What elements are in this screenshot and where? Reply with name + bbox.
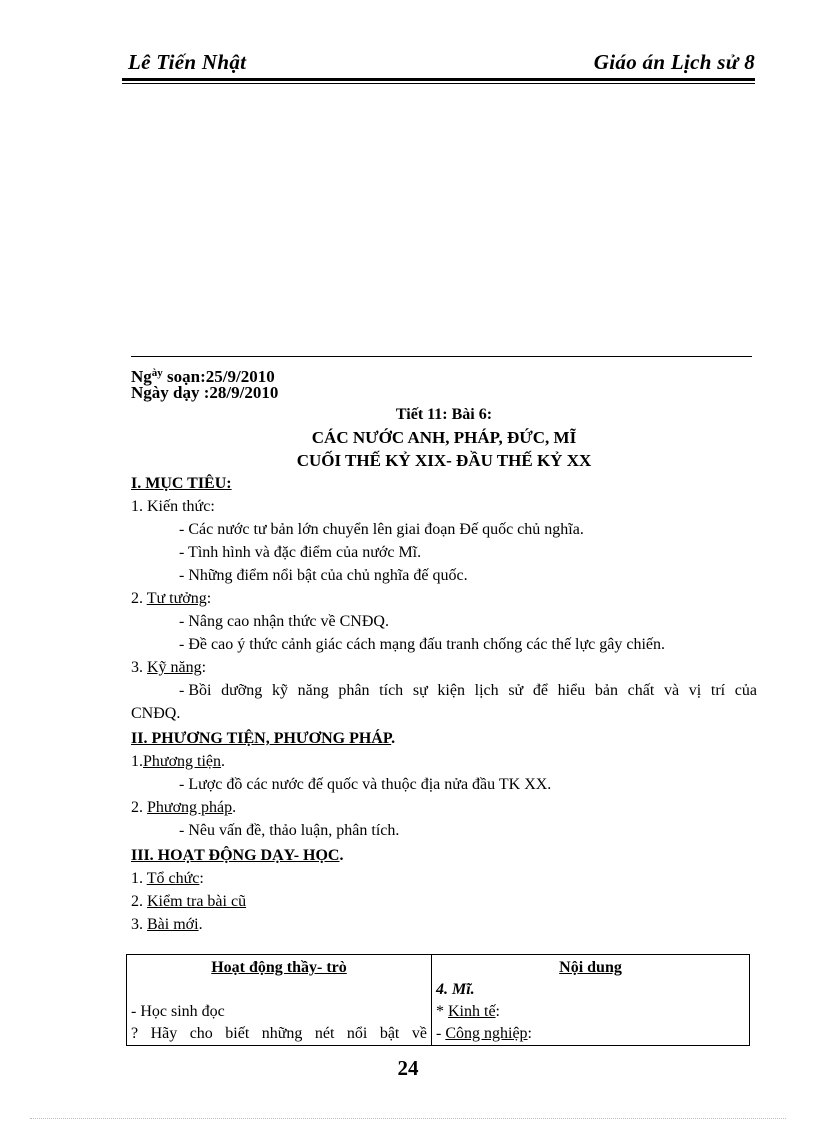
section-2-sub-means: 1.Phương tiện. [131, 753, 226, 770]
prep-date: $Ng^{ày}$ soạn:25/9/2010 [131, 367, 275, 386]
header-rule-thin [122, 83, 755, 84]
knowledge-item-3: - Những điểm nổi bật của chủ nghĩa đế quốc. [179, 567, 468, 584]
section-3-item-organization: 1. Tổ chức: [131, 870, 204, 887]
right-row-2: - Công nghiệp: [436, 1025, 532, 1042]
lesson-plan-table [126, 954, 750, 1046]
section-1-sub-skills: 3. Kỹ năng: [131, 659, 207, 676]
right-row-1: * Kinh tế: [436, 1003, 500, 1020]
knowledge-item-1: - Các nước tư bản lớn chuyển lên giai đoạn Đế quốc chủ nghĩa. [179, 521, 584, 538]
lesson-title-1: CÁC NƯỚC ANH, PHÁP, ĐỨC, MĨ [311, 428, 577, 447]
skills-item-1-continued: CNĐQ. [131, 705, 181, 722]
header-author: Lê Tiến Nhật [128, 50, 247, 74]
section-1-sub-knowledge: 1. Kiến thức: [131, 498, 215, 515]
knowledge-item-2: - Tình hình và đặc điểm của nước Mĩ. [179, 544, 422, 561]
section-3-item-review: 2. Kiểm tra bài cũ [131, 893, 247, 910]
attitude-item-2: - Đề cao ý thức cảnh giác cách mạng đấu tranh chống các thế lực gây chiến. [179, 636, 666, 653]
means-item-1: - Lược đồ các nước đế quốc và thuộc địa nửa đầu TK XX. [179, 776, 552, 793]
attitude-item-1: - Nâng cao nhận thức về CNĐQ. [179, 613, 389, 630]
teach-date: Ngày dạy :28/9/2010 [131, 383, 279, 402]
right-column-header: Nội dung [559, 959, 622, 976]
section-1-sub-attitude: 2. Tư tưởng: [131, 590, 212, 607]
left-row-2: ? Hãy cho biết những nét nổi bật về [131, 1025, 427, 1042]
lesson-document [131, 364, 757, 936]
lesson-title-2: CUỐI THẾ KỶ XIX- ĐẦU THẾ KỶ XX [296, 451, 592, 470]
header-subject: Giáo án Lịch sử 8 [593, 50, 755, 74]
table-right-column [432, 955, 750, 1046]
page-bottom-dotted-edge [30, 1118, 786, 1119]
section-3-item-new-lesson: 3. Bài mới. [131, 916, 203, 933]
left-column-header: Hoạt động thầy- trò [211, 959, 347, 976]
methods-item-1: - Nêu vấn đề, thảo luận, phân tích. [179, 822, 400, 839]
skills-item-1: - Bồi dưỡng kỹ năng phân tích sự kiện lịch sử để hiểu bản chất và vị trí của [179, 682, 757, 699]
table-left-column [127, 955, 432, 1046]
section-3-heading: III. HOẠT ĐỘNG DẠY- HỌC. [131, 847, 344, 864]
right-section-title: 4. Mĩ. [436, 981, 475, 998]
running-header [122, 50, 755, 78]
section-2-heading: II. PHƯƠNG TIỆN, PHƯƠNG PHÁP. [131, 730, 396, 747]
section-2-sub-methods: 2. Phương pháp. [131, 799, 237, 816]
lesson-number: Tiết 11: Bài 6: [395, 406, 493, 423]
header-rule-thick [122, 78, 755, 81]
page-number: 24 [397, 1056, 419, 1080]
section-1-heading: I. MỤC TIÊU: [131, 475, 232, 492]
left-row-1: - Học sinh đọc [131, 1003, 225, 1020]
section-separator [131, 356, 752, 357]
